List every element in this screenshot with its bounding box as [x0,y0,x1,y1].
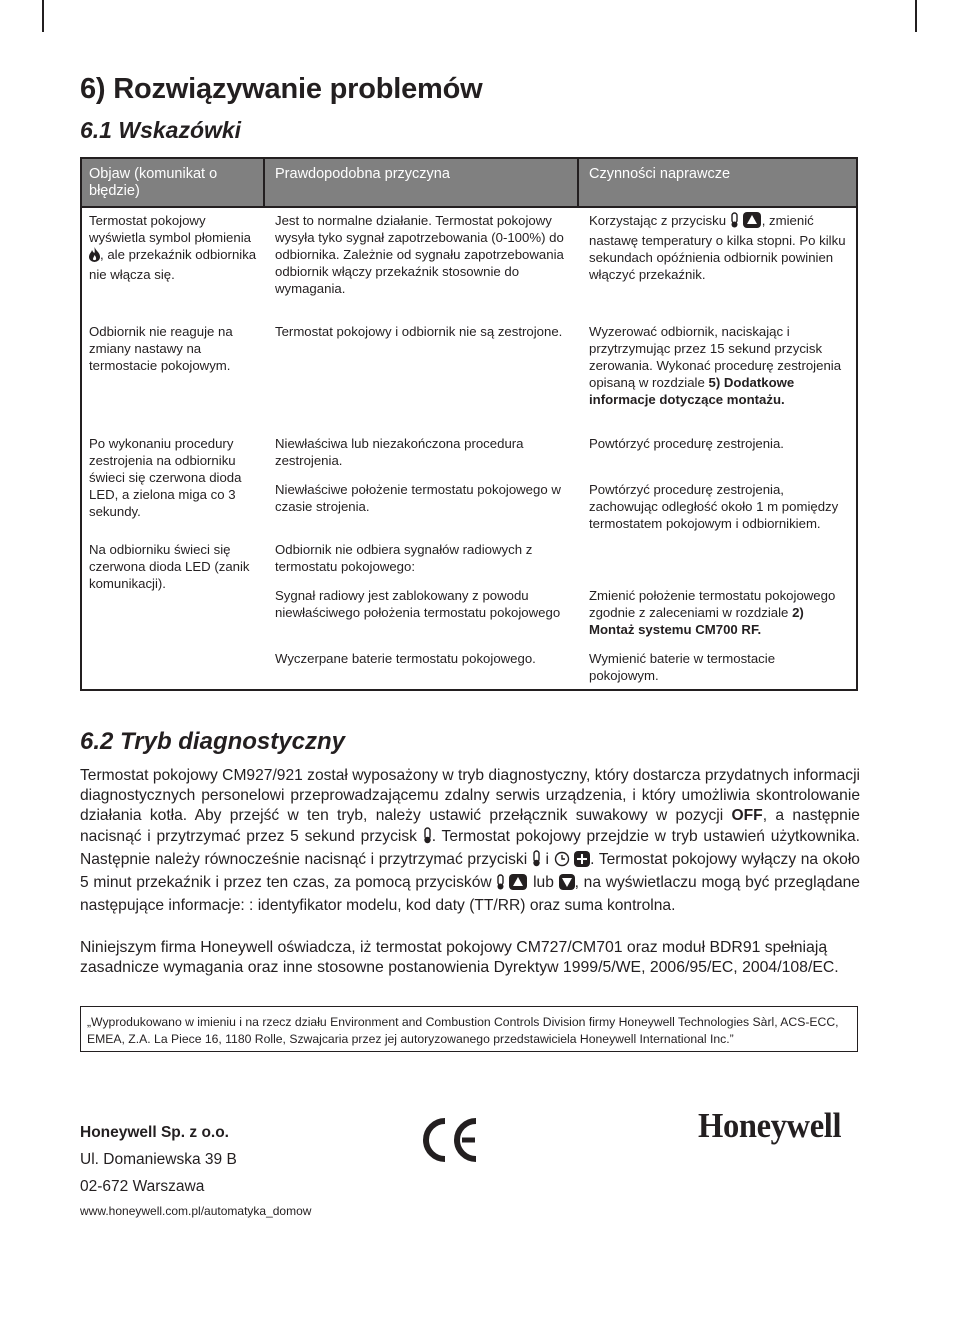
down-button-icon [559,874,575,896]
row4-action [589,587,847,684]
row3-symptom: Po wykonaniu procedury zestrojenia na odbiorniku świeci się czerwona dioda LED, a zielona miga co 3 sekundy. [89,436,242,519]
row1-action-text-2: , zmienić nastawę temperatury o kilka stopni. Po kilku sekundach opóźnienia odbiornik powinien włączyć przekaźnik. [589,213,846,282]
manufacturer-note: „Wyprodukowano w imieniu i na rzecz działu Environment and Combustion Controls Division firmy Honeywell Technologies Sàrl, ACS-ECC, EMEA, Z.A. La Piece 16, 1180 Rolle, Szwajcaria przez jej autoryzowanego przedstawiciela Honeywell International Inc.” [80,1006,858,1052]
row4-cause [275,541,585,667]
row2-action-text: Wyzerować odbiornik, naciskając i przytrzymując przez 15 sekund przycisk zerowania. Wykonać procedurę zestrojenia opisaną w rozdziale [589,324,842,390]
row1-symptom [89,212,259,283]
company-street: Ul. Domaniewska 39 B [80,1151,237,1168]
row3-cause-2: Niewłaściwe położenie termostatu pokojowego w czasie strojenia. [275,482,561,514]
crop-mark-right [915,0,917,32]
row4-action-1-text: Zmienić położenie termostatu pokojowego zgodnie z zaleceniami w rozdziale [589,588,836,620]
row1-symptom-text-2: , ale przekaźnik odbiornika nie włącza się. [89,247,257,282]
honeywell-logo: Honeywell [698,1106,842,1145]
diag-text-7: , na wyświetlaczu mogą być przeglądane następujące informacje: : identyfikator modelu, kod daty (TT/RR) oraz suma kontrolna. [80,874,860,915]
diagnostic-paragraph [80,766,860,916]
diag-text-6: lub [533,874,554,892]
thermometer-up-button-icon [730,212,762,232]
ce-mark-icon [420,1118,480,1167]
diag-text-4: i [545,850,549,868]
row4-action-1 [589,587,847,638]
row1-symptom-text: Termostat pokojowy wyświetla symbol płomienia [89,213,251,245]
row2-cause: Termostat pokojowy i odbiornik nie są zestrojone. [275,324,563,339]
subsection-title-diagnostic: 6.2 Tryb diagnostyczny [80,728,345,755]
row4-cause-1: Odbiornik nie odbiera sygnałów radiowych z termostatu pokojowego: [275,542,533,574]
row1-action [589,212,847,283]
table-header [82,159,856,208]
diag-text-3: . Termostat pokojowy przejdzie w tryb ustawień użytkownika. Następnie należy równocześnie nacisnąć i przytrzymać przyciski [80,827,860,868]
header-divider [263,159,265,206]
flame-icon [89,247,100,266]
diag-text-1: Termostat pokojowy CM927/921 został wyposażony w tryb diagnostyczny, który dostarcza przydatnych informacji diagnostycznych personelowi przeprowadzającemu zdalny serwis urządzenia, i który umożliwia skontrolowanie działania kotła. Aby przejść w ten tryb, należy ustawić przełącznik suwakowy w pozycji [80,767,860,825]
row4-cause-3: Wyczerpane baterie termostatu pokojowego. [275,651,536,666]
row4-symptom: Na odbiorniku świeci się czerwona dioda LED (zanik komunikacji). [89,542,250,591]
diag-text-5: . Termostat pokojowy wyłączy na około 5 minut przekaźnik i przez ten czas, za pomocą przycisków [80,850,860,892]
row3-action [589,435,847,532]
row1-action-text: Korzystając z przycisku [589,213,727,228]
row3-cause-1: Niewłaściwa lub niezakończona procedura zestrojenia. [275,436,524,468]
plus-button-icon [574,851,590,873]
row2-action [589,323,847,408]
thermometer-icon [532,850,541,873]
header-divider [577,159,579,206]
diag-off-label: OFF [731,807,763,825]
troubleshooting-table [80,157,858,691]
company-city: 02-672 Warszawa [80,1178,205,1195]
declaration-paragraph: Niniejszym firma Honeywell oświadcza, iż termostat pokojowy CM727/CM701 oraz moduł BDR91 spełniają zasadnicze wymagania oraz inne stosowne postanowienia Dyrektyw 1999/5/WE, 2006/95/EC, 2004/108/EC. [80,939,839,977]
thermometer-up-button-icon [496,874,528,896]
row4-action-1-ref-title: Montaż systemu CM700 RF. [589,622,762,637]
row3-cause [275,435,585,515]
row3-action-1: Powtórzyć procedurę zestrojenia. [589,436,784,451]
row4-cause-2: Sygnał radiowy jest zablokowany z powodu niewłaściwego położenia termostatu pokojowego [275,588,561,620]
section-title: 6) Rozwiązywanie problemów [80,73,483,105]
header-cause: Prawdopodobna przyczyna [275,166,450,182]
row3-action-2: Powtórzyć procedurę zestrojenia, zachowując odległość około 1 m pomiędzy termostatem pokojowym i odbiornikiem. [589,482,839,531]
header-action: Czynności naprawcze [589,166,731,182]
row4-action-1-ref-num: 2) [792,605,804,620]
row1-cause: Jest to normalne działanie. Termostat pokojowy wysyła tyko sygnał zapotrzebowania (0-100%) do odbiornika. Zależnie od sygnału zapotrzebowania odbiornik włączy przekaźnik stosownie do wymagania. [275,213,564,296]
crop-mark-left [42,0,44,32]
thermometer-icon [423,827,432,850]
row4-action-2: Wymienić baterie w termostacie pokojowym. [589,651,776,683]
row2-symptom: Odbiornik nie reaguje na zmiany nastawy na termostacie pokojowym. [89,324,233,373]
header-symptom: Objaw (komunikat o błędzie) [89,166,218,199]
subsection-title-tips: 6.1 Wskazówki [80,117,242,143]
company-address [80,1119,237,1200]
company-website: www.honeywell.com.pl/automatyka_domow [80,1204,312,1218]
row2-action-reference: 5) Dodatkowe informacje dotyczące montażu. [589,375,795,407]
company-name: Honeywell Sp. z o.o. [80,1124,229,1141]
diag-text-2: , a następnie nacisnąć i przytrzymać przez 5 sekund przycisk [80,807,860,845]
clock-icon [554,851,570,873]
